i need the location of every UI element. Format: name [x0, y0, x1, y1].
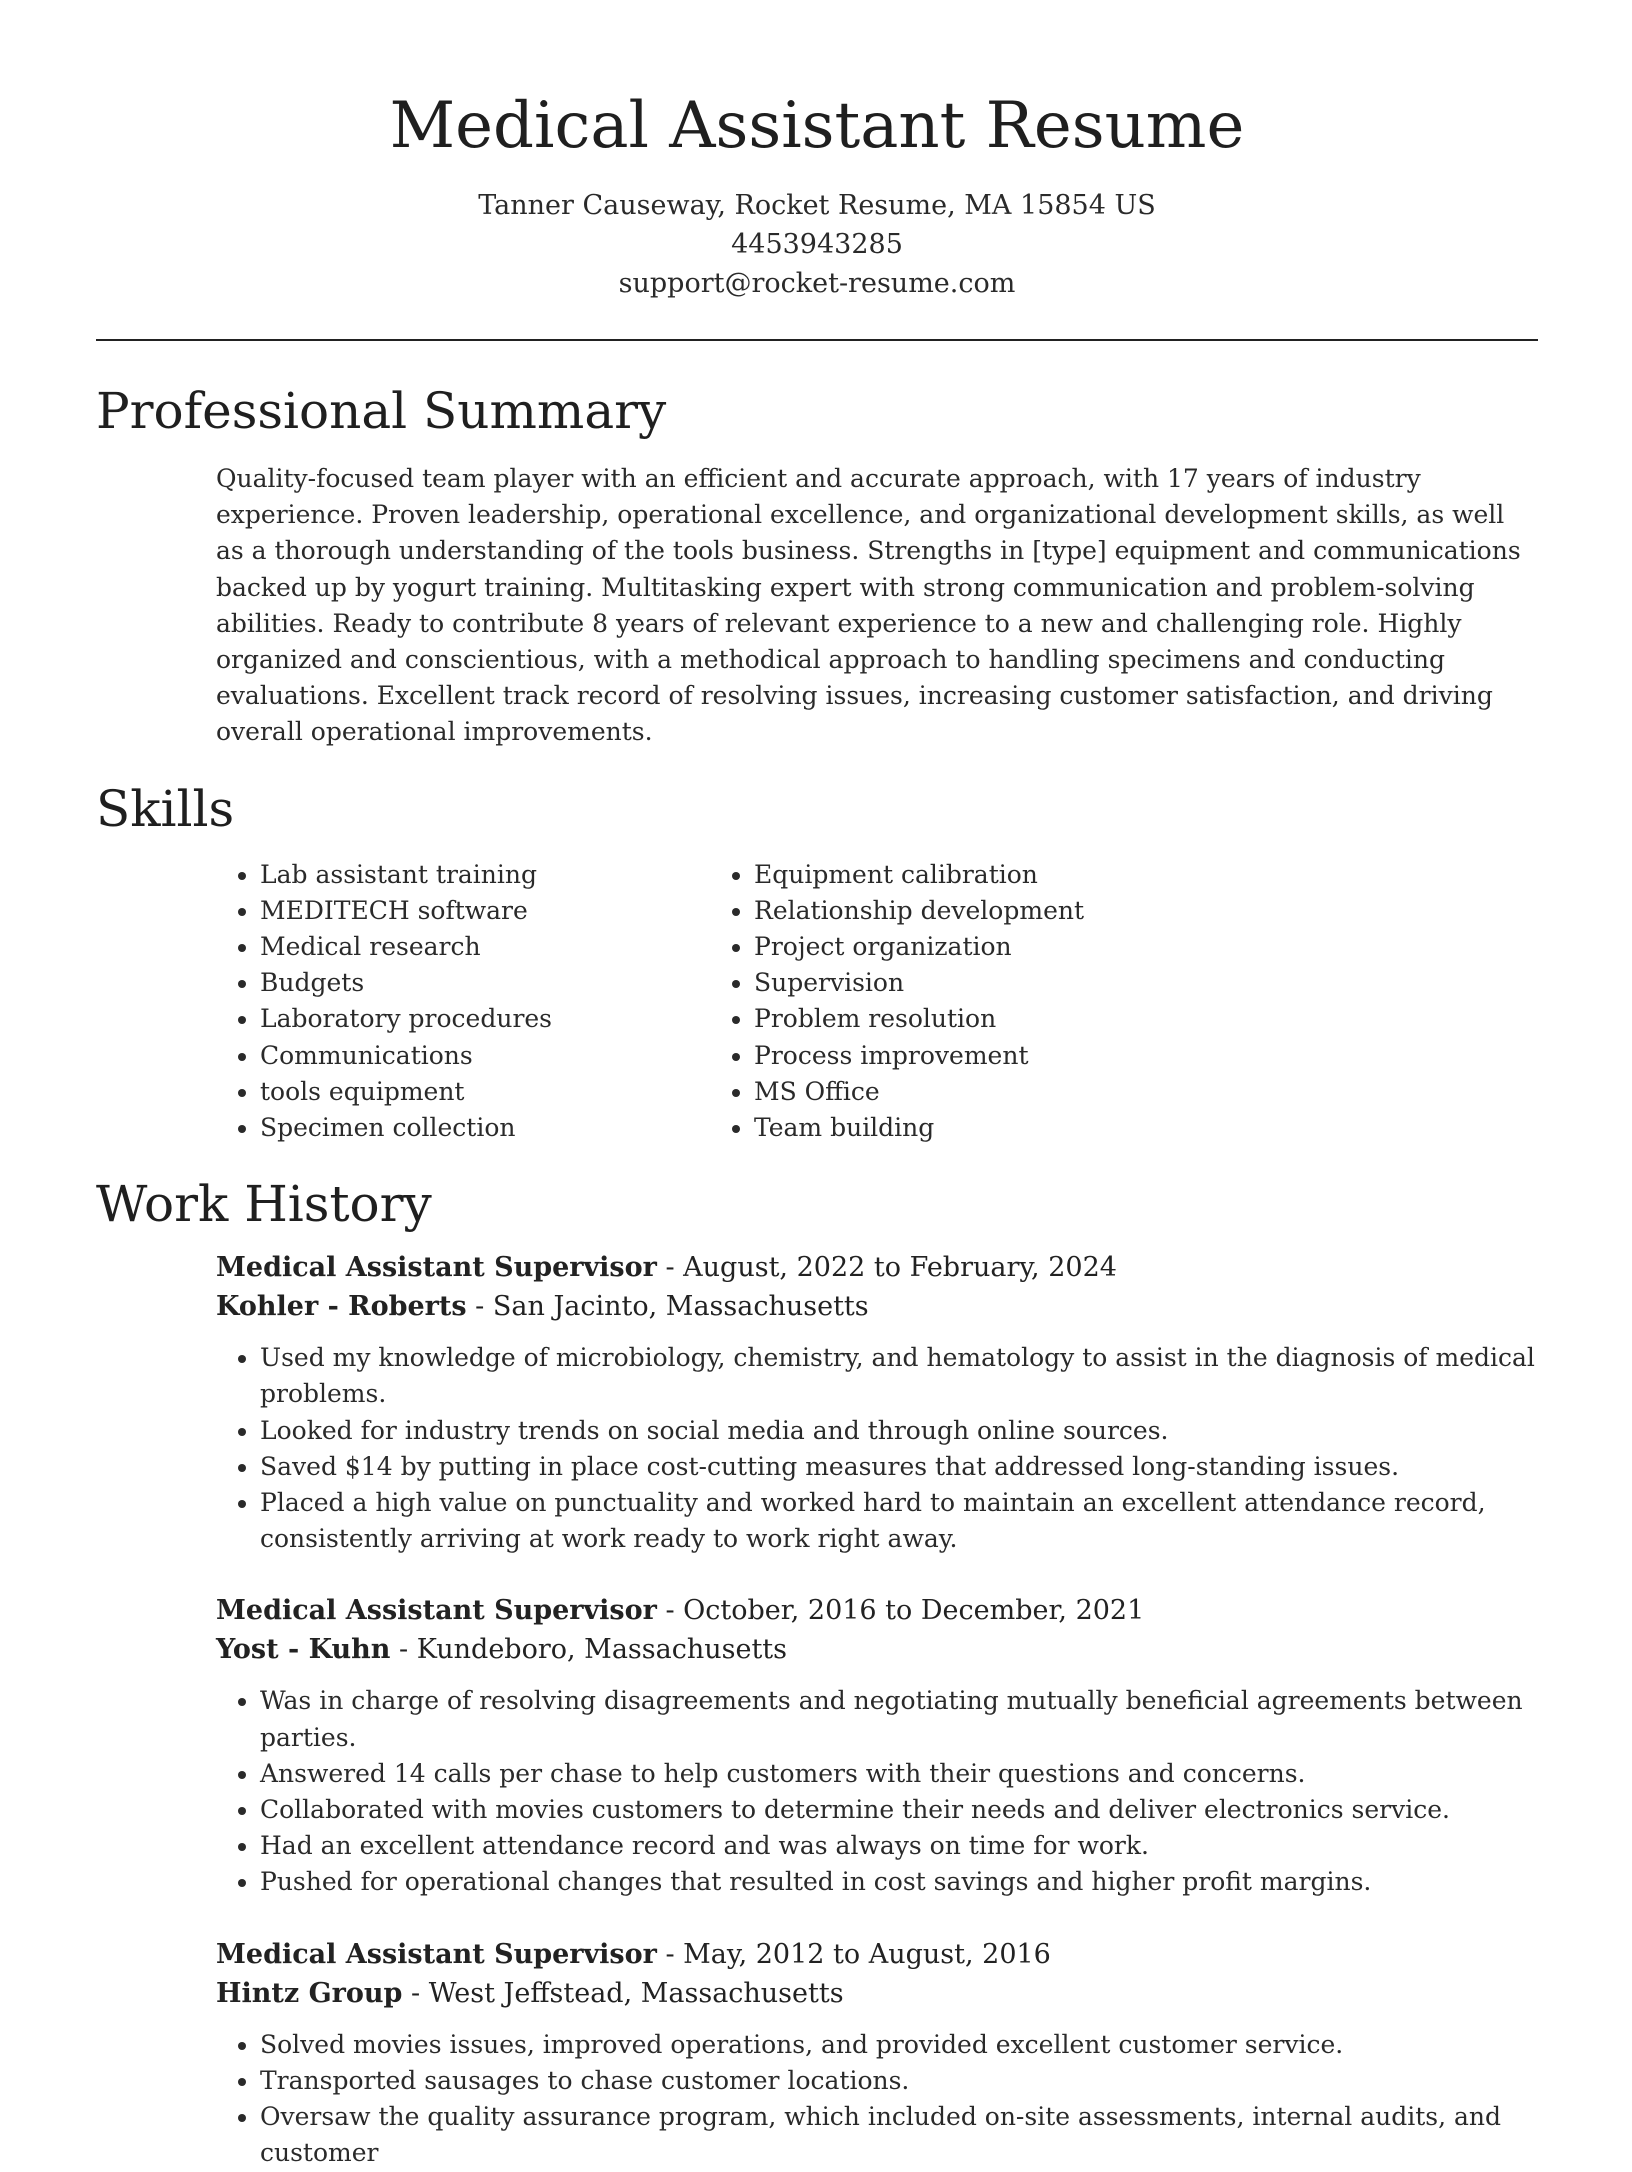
job-duty: • Had an excellent attendance record and was always on time for work.: [260, 1828, 1538, 1864]
job-duty: • Collaborated with movies customers to determine their needs and deliver electronics service.: [260, 1792, 1538, 1828]
skill-item: • MS Office: [754, 1074, 1282, 1110]
skill-item: • tools equipment: [260, 1074, 582, 1110]
skills-column-right: [582, 857, 1282, 1147]
job-duty: • Oversaw the quality assurance program, which included on-site assessments, internal audits, and customer: [260, 2099, 1538, 2171]
job-title-line: Medical Assistant Supervisor - August, 2022 to February, 2024: [216, 1252, 1117, 1284]
job-company: Hintz Group: [216, 1977, 403, 2009]
job-duty: • Answered 14 calls per chase to help customers with their questions and concerns.: [260, 1756, 1538, 1792]
job-duty: • Placed a high value on punctuality and worked hard to maintain an excellent attendance record, consistently arriving at work ready to work right away.: [260, 1485, 1538, 1557]
job-location: West Jeffstead, Massachusetts: [428, 1977, 844, 2009]
job-duties: [216, 1340, 1538, 1557]
skill-item: • Relationship development: [754, 893, 1282, 929]
header-divider: [96, 339, 1538, 341]
job-location: Kundeboro, Massachusetts: [416, 1634, 788, 1666]
page-title: Medical Assistant Resume: [389, 89, 1245, 163]
job-company: Kohler - Roberts: [216, 1291, 467, 1323]
job-title-line: Medical Assistant Supervisor - October, 2016 to December, 2021: [216, 1595, 1145, 1627]
skill-item: • Team building: [754, 1110, 1282, 1146]
job-dates: August, 2022 to February, 2024: [683, 1252, 1117, 1284]
job-dates: October, 2016 to December, 2021: [683, 1595, 1145, 1627]
job-location: San Jacinto, Massachusetts: [492, 1291, 869, 1323]
job-duty: • Used my knowledge of microbiology, chemistry, and hematology to assist in the diagnosis of medical problems.: [260, 1340, 1538, 1412]
job-duty: • Looked for industry trends on social media and through online sources.: [260, 1413, 1538, 1449]
job-duty: • Was in charge of resolving disagreements and negotiating mutually beneficial agreements between parties.: [260, 1683, 1538, 1755]
job-entry: [216, 1248, 1538, 1557]
job-title: Medical Assistant Supervisor: [216, 1595, 657, 1627]
skills-column-left: [96, 857, 582, 1147]
work-history-heading: Work History: [96, 1175, 432, 1234]
job-company-line: Hintz Group - West Jeffstead, Massachusetts: [216, 1977, 844, 2009]
job-duties: [216, 1683, 1538, 1900]
job-entry: [216, 1935, 1538, 2172]
job-duty: • Pushed for operational changes that resulted in cost savings and higher profit margins.: [260, 1864, 1538, 1900]
job-company-line: Yost - Kuhn - Kundeboro, Massachusetts: [216, 1634, 788, 1666]
skill-item: • Medical research: [260, 929, 582, 965]
job-company: Yost - Kuhn: [216, 1634, 391, 1666]
skill-item: • Equipment calibration: [754, 857, 1282, 893]
contact-block: [96, 186, 1538, 303]
skill-item: • Specimen collection: [260, 1110, 582, 1146]
job-dates: May, 2012 to August, 2016: [683, 1938, 1051, 1970]
skill-item: • MEDITECH software: [260, 893, 582, 929]
contact-phone: 4453943285: [731, 229, 903, 260]
skill-item: • Process improvement: [754, 1038, 1282, 1074]
job-title: Medical Assistant Supervisor: [216, 1938, 657, 1970]
skill-item: • Budgets: [260, 965, 582, 1001]
job-entry: [216, 1591, 1538, 1900]
contact-email: support@rocket-resume.com: [618, 268, 1016, 299]
skills-list: [96, 857, 1538, 1147]
resume-page: [96, 0, 1538, 2172]
summary-text: Quality-focused team player with an efficient and accurate approach, with 17 years of industry experience. Proven leadership, operational excellence, and organizational development skills, as well as a thorough understanding of the tools business. Strengths in [type] equipment and communications backed up by yogurt training. Multitasking expert with strong communication and problem-solving abilities. Ready to contribute 8 years of relevant experience to a new and challenging role. Highly organized and conscientious, with a methodical approach to handling specimens and conducting evaluations. Excellent track record of resolving issues, increasing customer satisfaction, and driving overall operational improvements.: [216, 464, 1521, 747]
skill-item: • Problem resolution: [754, 1001, 1282, 1037]
skill-item: • Communications: [260, 1038, 582, 1074]
skills-heading: Skills: [96, 779, 235, 838]
job-title-line: Medical Assistant Supervisor - May, 2012 to August, 2016: [216, 1938, 1051, 1970]
skill-item: • Lab assistant training: [260, 857, 582, 893]
job-duties: [216, 2027, 1538, 2172]
job-duty: • Saved $14 by putting in place cost-cutting measures that addressed long-standing issues.: [260, 1449, 1538, 1485]
job-title: Medical Assistant Supervisor: [216, 1252, 657, 1284]
contact-address: Tanner Causeway, Rocket Resume, MA 15854 US: [478, 190, 1156, 221]
skill-item: • Project organization: [754, 929, 1282, 965]
job-company-line: Kohler - Roberts - San Jacinto, Massachusetts: [216, 1291, 869, 1323]
job-duty: • Transported sausages to chase customer locations.: [260, 2063, 1538, 2099]
summary-heading: Professional Summary: [96, 382, 667, 440]
skill-item: • Supervision: [754, 965, 1282, 1001]
skill-item: • Laboratory procedures: [260, 1001, 582, 1037]
job-duty: • Solved movies issues, improved operations, and provided excellent customer service.: [260, 2027, 1538, 2063]
